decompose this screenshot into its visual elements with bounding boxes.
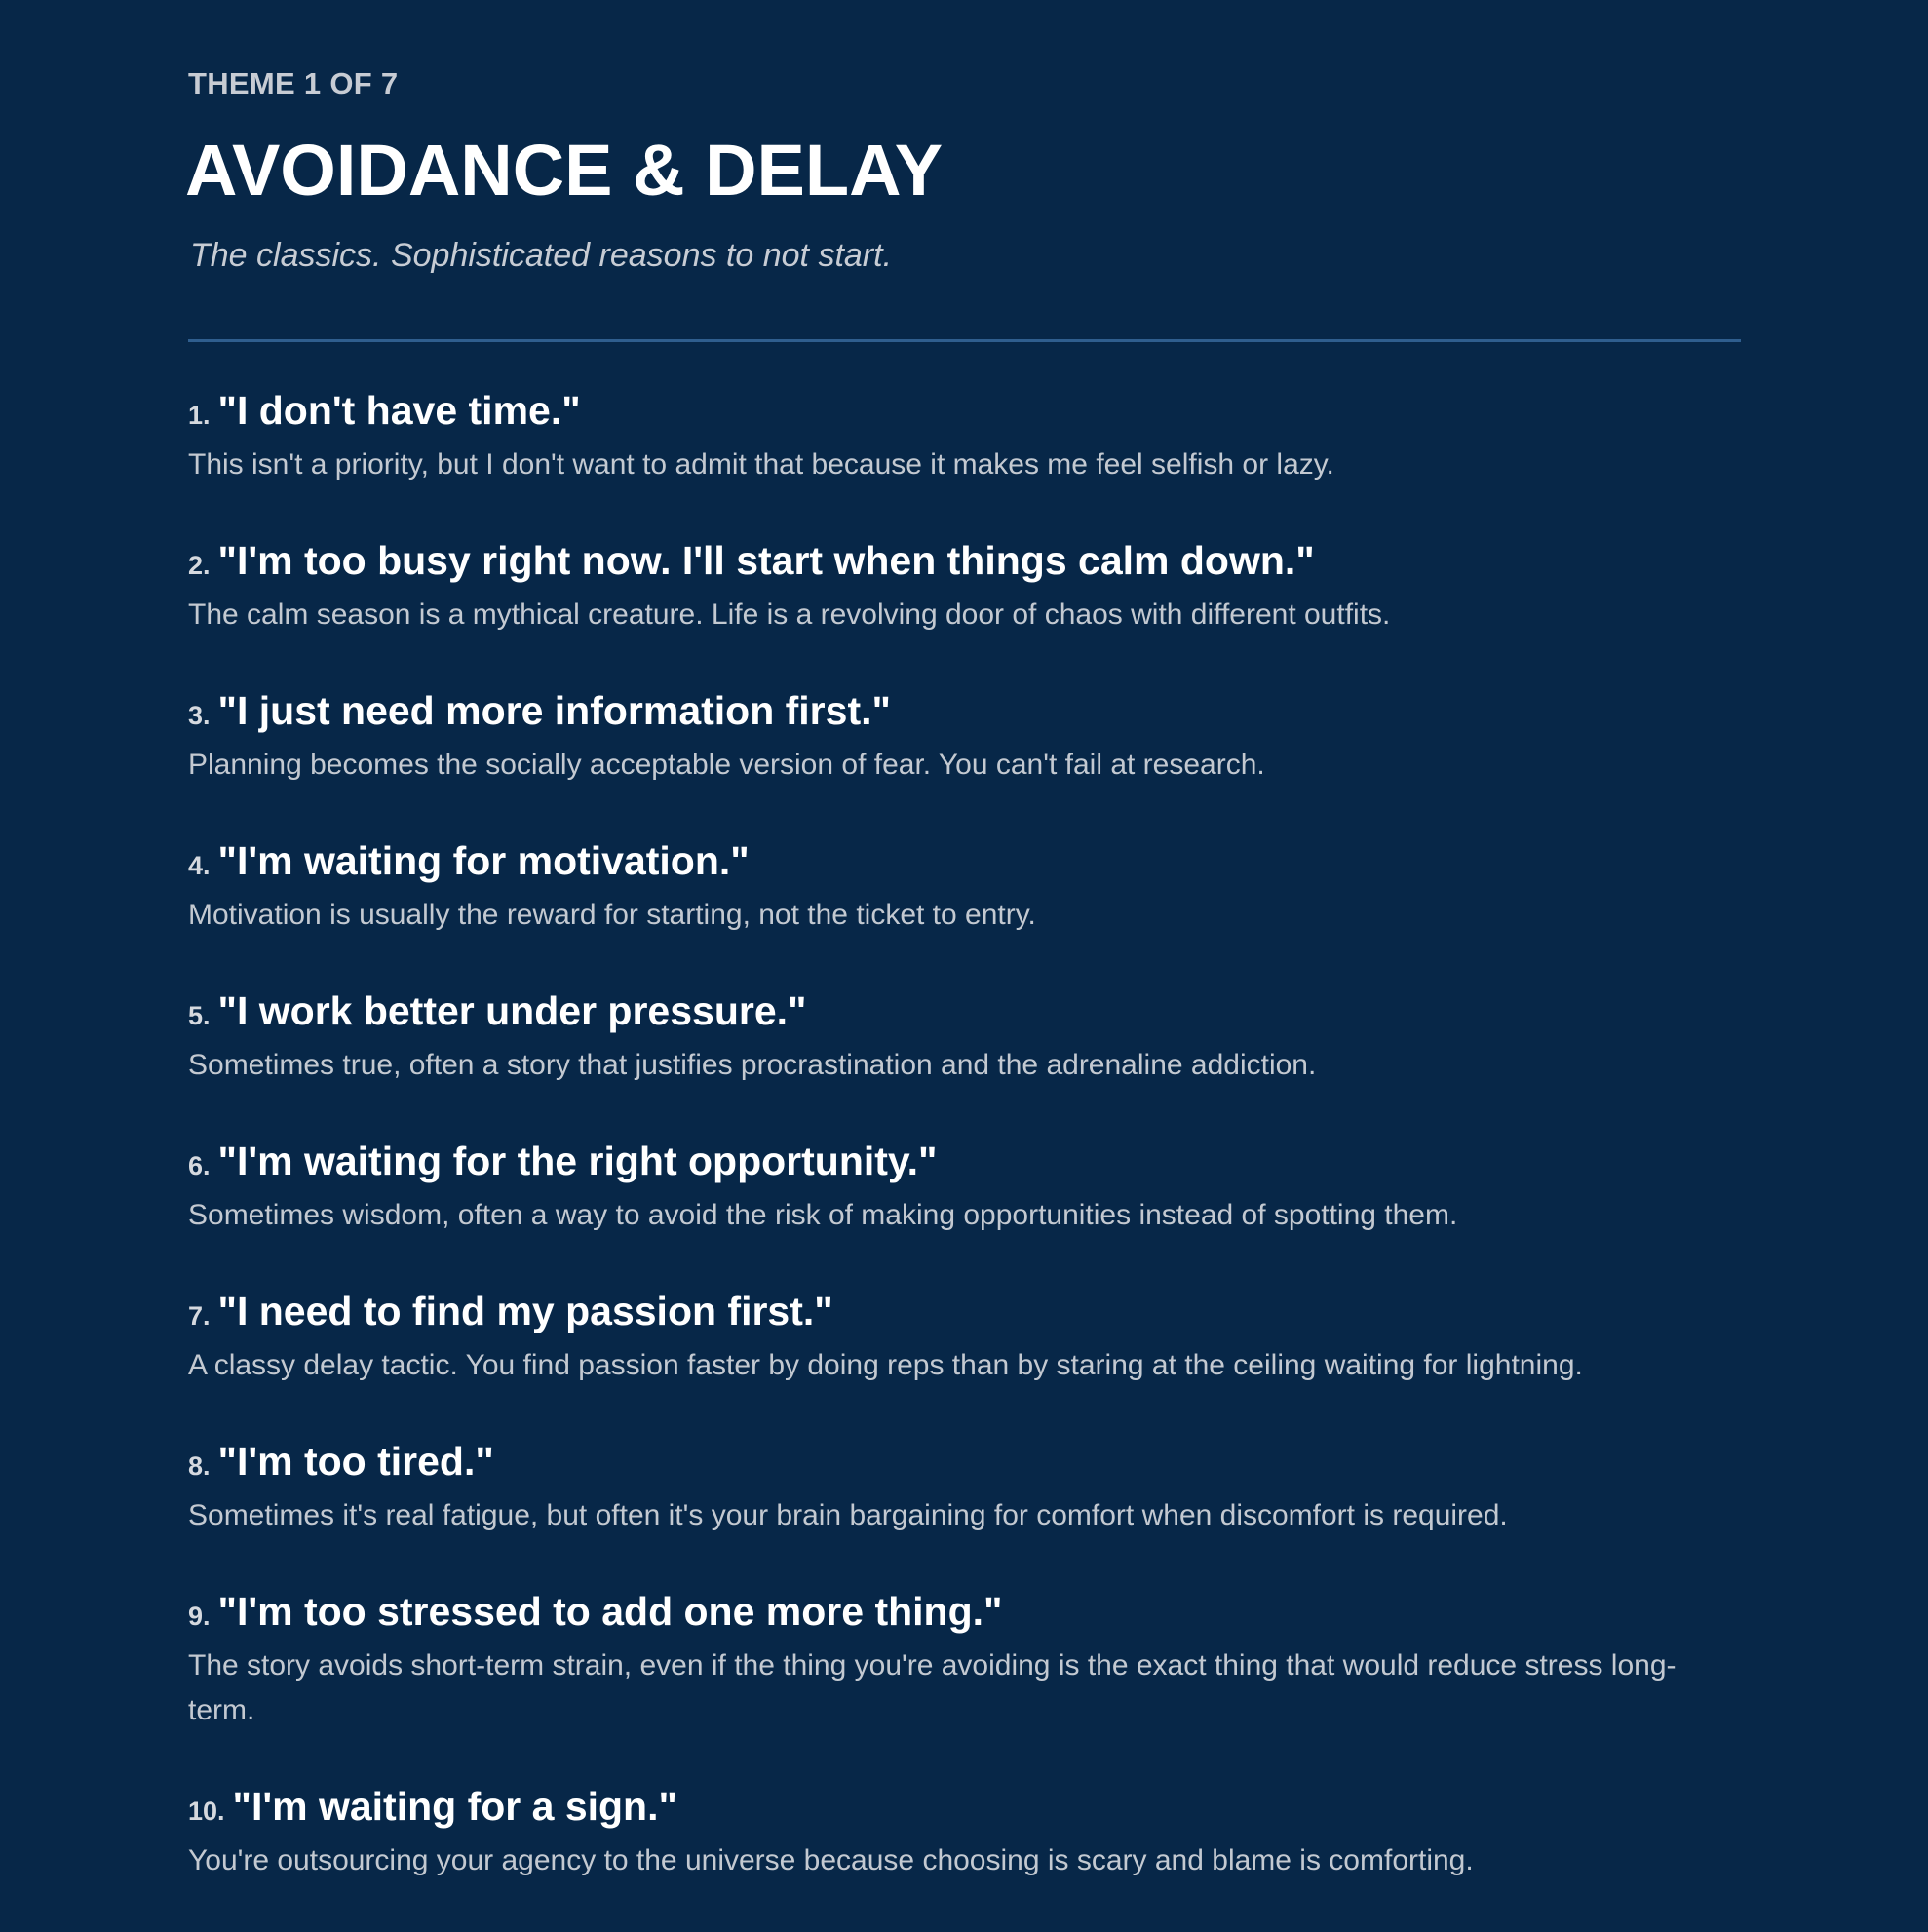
item-heading [188,1587,1741,1641]
item-number: 5. [188,1001,211,1030]
item-number: 3. [188,701,211,730]
item-number: 4. [188,851,211,880]
item-description: A classy delay tactic. You find passion faster by doing reps than by staring at the ceiling waiting for lightning. [188,1349,1583,1381]
list-item [188,986,1741,1088]
item-quote: "I'm waiting for a sign." [232,1784,677,1829]
list-item [188,386,1741,487]
excuse-list [188,386,1741,1932]
item-number: 2. [188,551,211,580]
list-item [188,836,1741,938]
item-description: The story avoids short-term strain, even if the thing you're avoiding is the exact thing that would reduce stress long-term. [188,1649,1677,1726]
page-subtitle: The classics. Sophisticated reasons to not start. [190,237,893,274]
item-quote: "I'm too tired." [217,1439,494,1484]
item-number: 10. [188,1797,225,1826]
item-number: 1. [188,401,211,430]
list-item [188,1782,1741,1883]
list-item [188,1587,1741,1733]
list-item [188,536,1741,638]
list-item [188,1437,1741,1538]
item-heading [188,986,1741,1040]
item-quote: "I'm waiting for the right opportunity." [217,1139,938,1183]
item-heading [188,1287,1741,1340]
item-heading [188,386,1741,440]
item-description: You're outsourcing your agency to the universe because choosing is scary and blame is comforting. [188,1844,1474,1876]
list-item [188,1137,1741,1238]
item-heading [188,686,1741,740]
item-description: Sometimes wisdom, often a way to avoid the risk of making opportunities instead of spotting them. [188,1199,1458,1231]
item-heading [188,536,1741,590]
theme-counter: THEME 1 OF 7 [188,66,399,100]
item-heading [188,1137,1741,1190]
item-quote: "I'm too busy right now. I'll start when things calm down." [217,538,1315,583]
item-heading [188,1437,1741,1490]
item-number: 9. [188,1602,211,1631]
item-number: 8. [188,1451,211,1481]
item-quote: "I don't have time." [217,388,581,433]
list-item [188,1287,1741,1388]
item-quote: "I'm too stressed to add one more thing." [217,1589,1003,1634]
divider [188,339,1741,342]
item-quote: "I need to find my passion first." [217,1289,833,1333]
item-description: Sometimes true, often a story that justifies procrastination and the adrenaline addiction. [188,1049,1317,1081]
item-description: Motivation is usually the reward for starting, not the ticket to entry. [188,899,1036,931]
item-description: Sometimes it's real fatigue, but often it's your brain bargaining for comfort when discomfort is required. [188,1499,1508,1531]
item-description: This isn't a priority, but I don't want to admit that because it makes me feel selfish or lazy. [188,448,1334,481]
item-description: The calm season is a mythical creature. Life is a revolving door of chaos with different outfits. [188,599,1391,631]
item-heading [188,1782,1741,1835]
item-quote: "I'm waiting for motivation." [217,838,750,883]
page-title: AVOIDANCE & DELAY [185,130,944,211]
item-number: 7. [188,1301,211,1331]
list-item [188,686,1741,788]
item-description: Planning becomes the socially acceptable version of fear. You can't fail at research. [188,749,1265,781]
item-quote: "I work better under pressure." [217,988,807,1033]
item-quote: "I just need more information first." [217,688,891,733]
item-heading [188,836,1741,890]
item-number: 6. [188,1151,211,1180]
